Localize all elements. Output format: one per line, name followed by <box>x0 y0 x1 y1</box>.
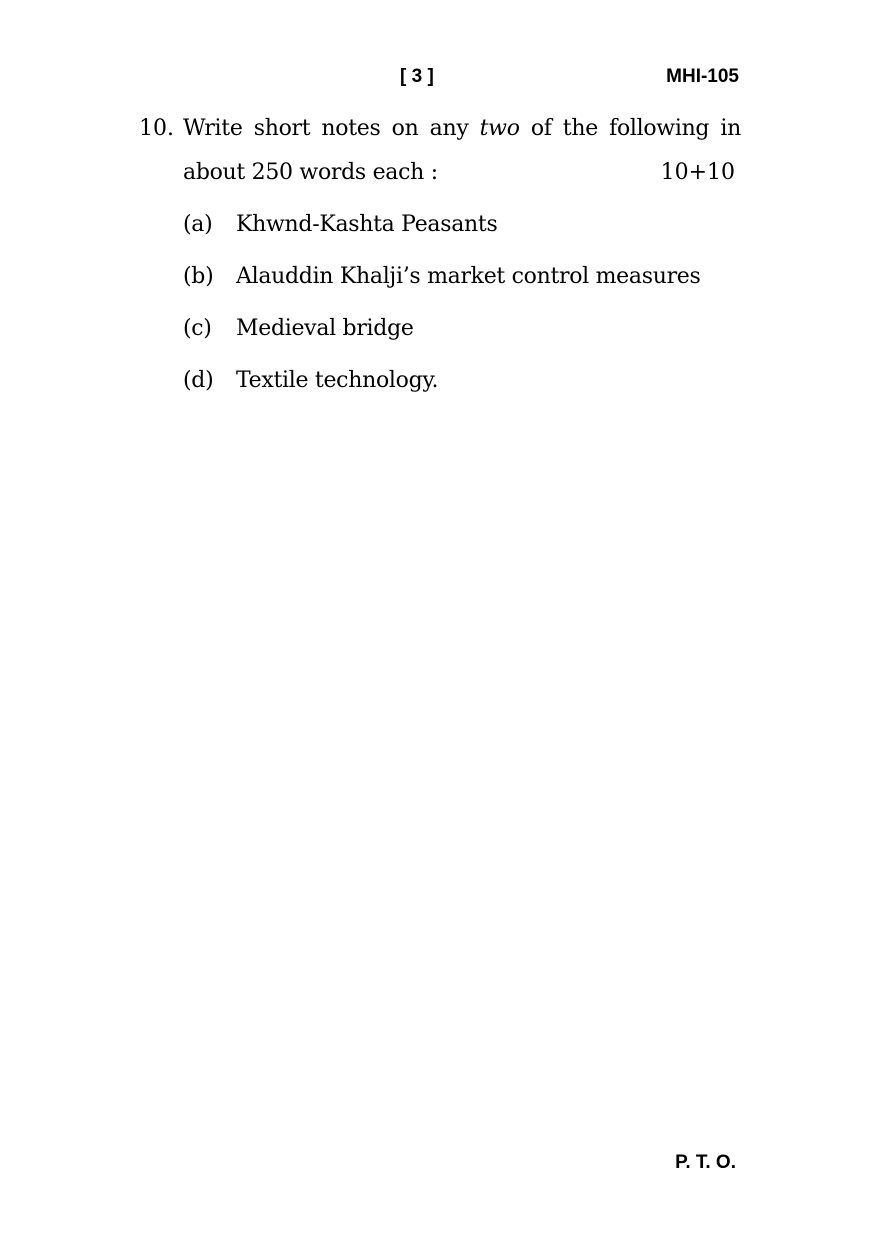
question-second-line <box>139 156 741 200</box>
option-label: (d) <box>183 368 214 393</box>
option-text: Medieval bridge <box>236 316 414 341</box>
option-label: (b) <box>183 264 214 289</box>
option-label: (c) <box>183 316 212 341</box>
question-text-before: Write short notes on any <box>183 116 480 141</box>
option-text: Khwnd-Kashta Peasants <box>236 212 498 237</box>
option-label: (a) <box>183 212 213 237</box>
question-marks: 10+10 <box>660 160 735 185</box>
page-number: [ 3 ] <box>400 66 434 87</box>
option-text: Alauddin Khalji’s market control measures <box>236 264 701 289</box>
question-text-after: of the following in <box>519 116 741 141</box>
question-10 <box>139 112 741 200</box>
pto-footer: P. T. O. <box>675 1152 736 1173</box>
paper-code: MHI-105 <box>666 66 739 87</box>
option-text: Textile technology. <box>236 368 439 393</box>
question-number: 10. <box>139 116 174 141</box>
question-text-emphasis: two <box>479 116 520 141</box>
question-continuation: about 250 words each : <box>183 160 438 185</box>
question-first-line <box>139 112 741 156</box>
question-text <box>183 112 741 146</box>
